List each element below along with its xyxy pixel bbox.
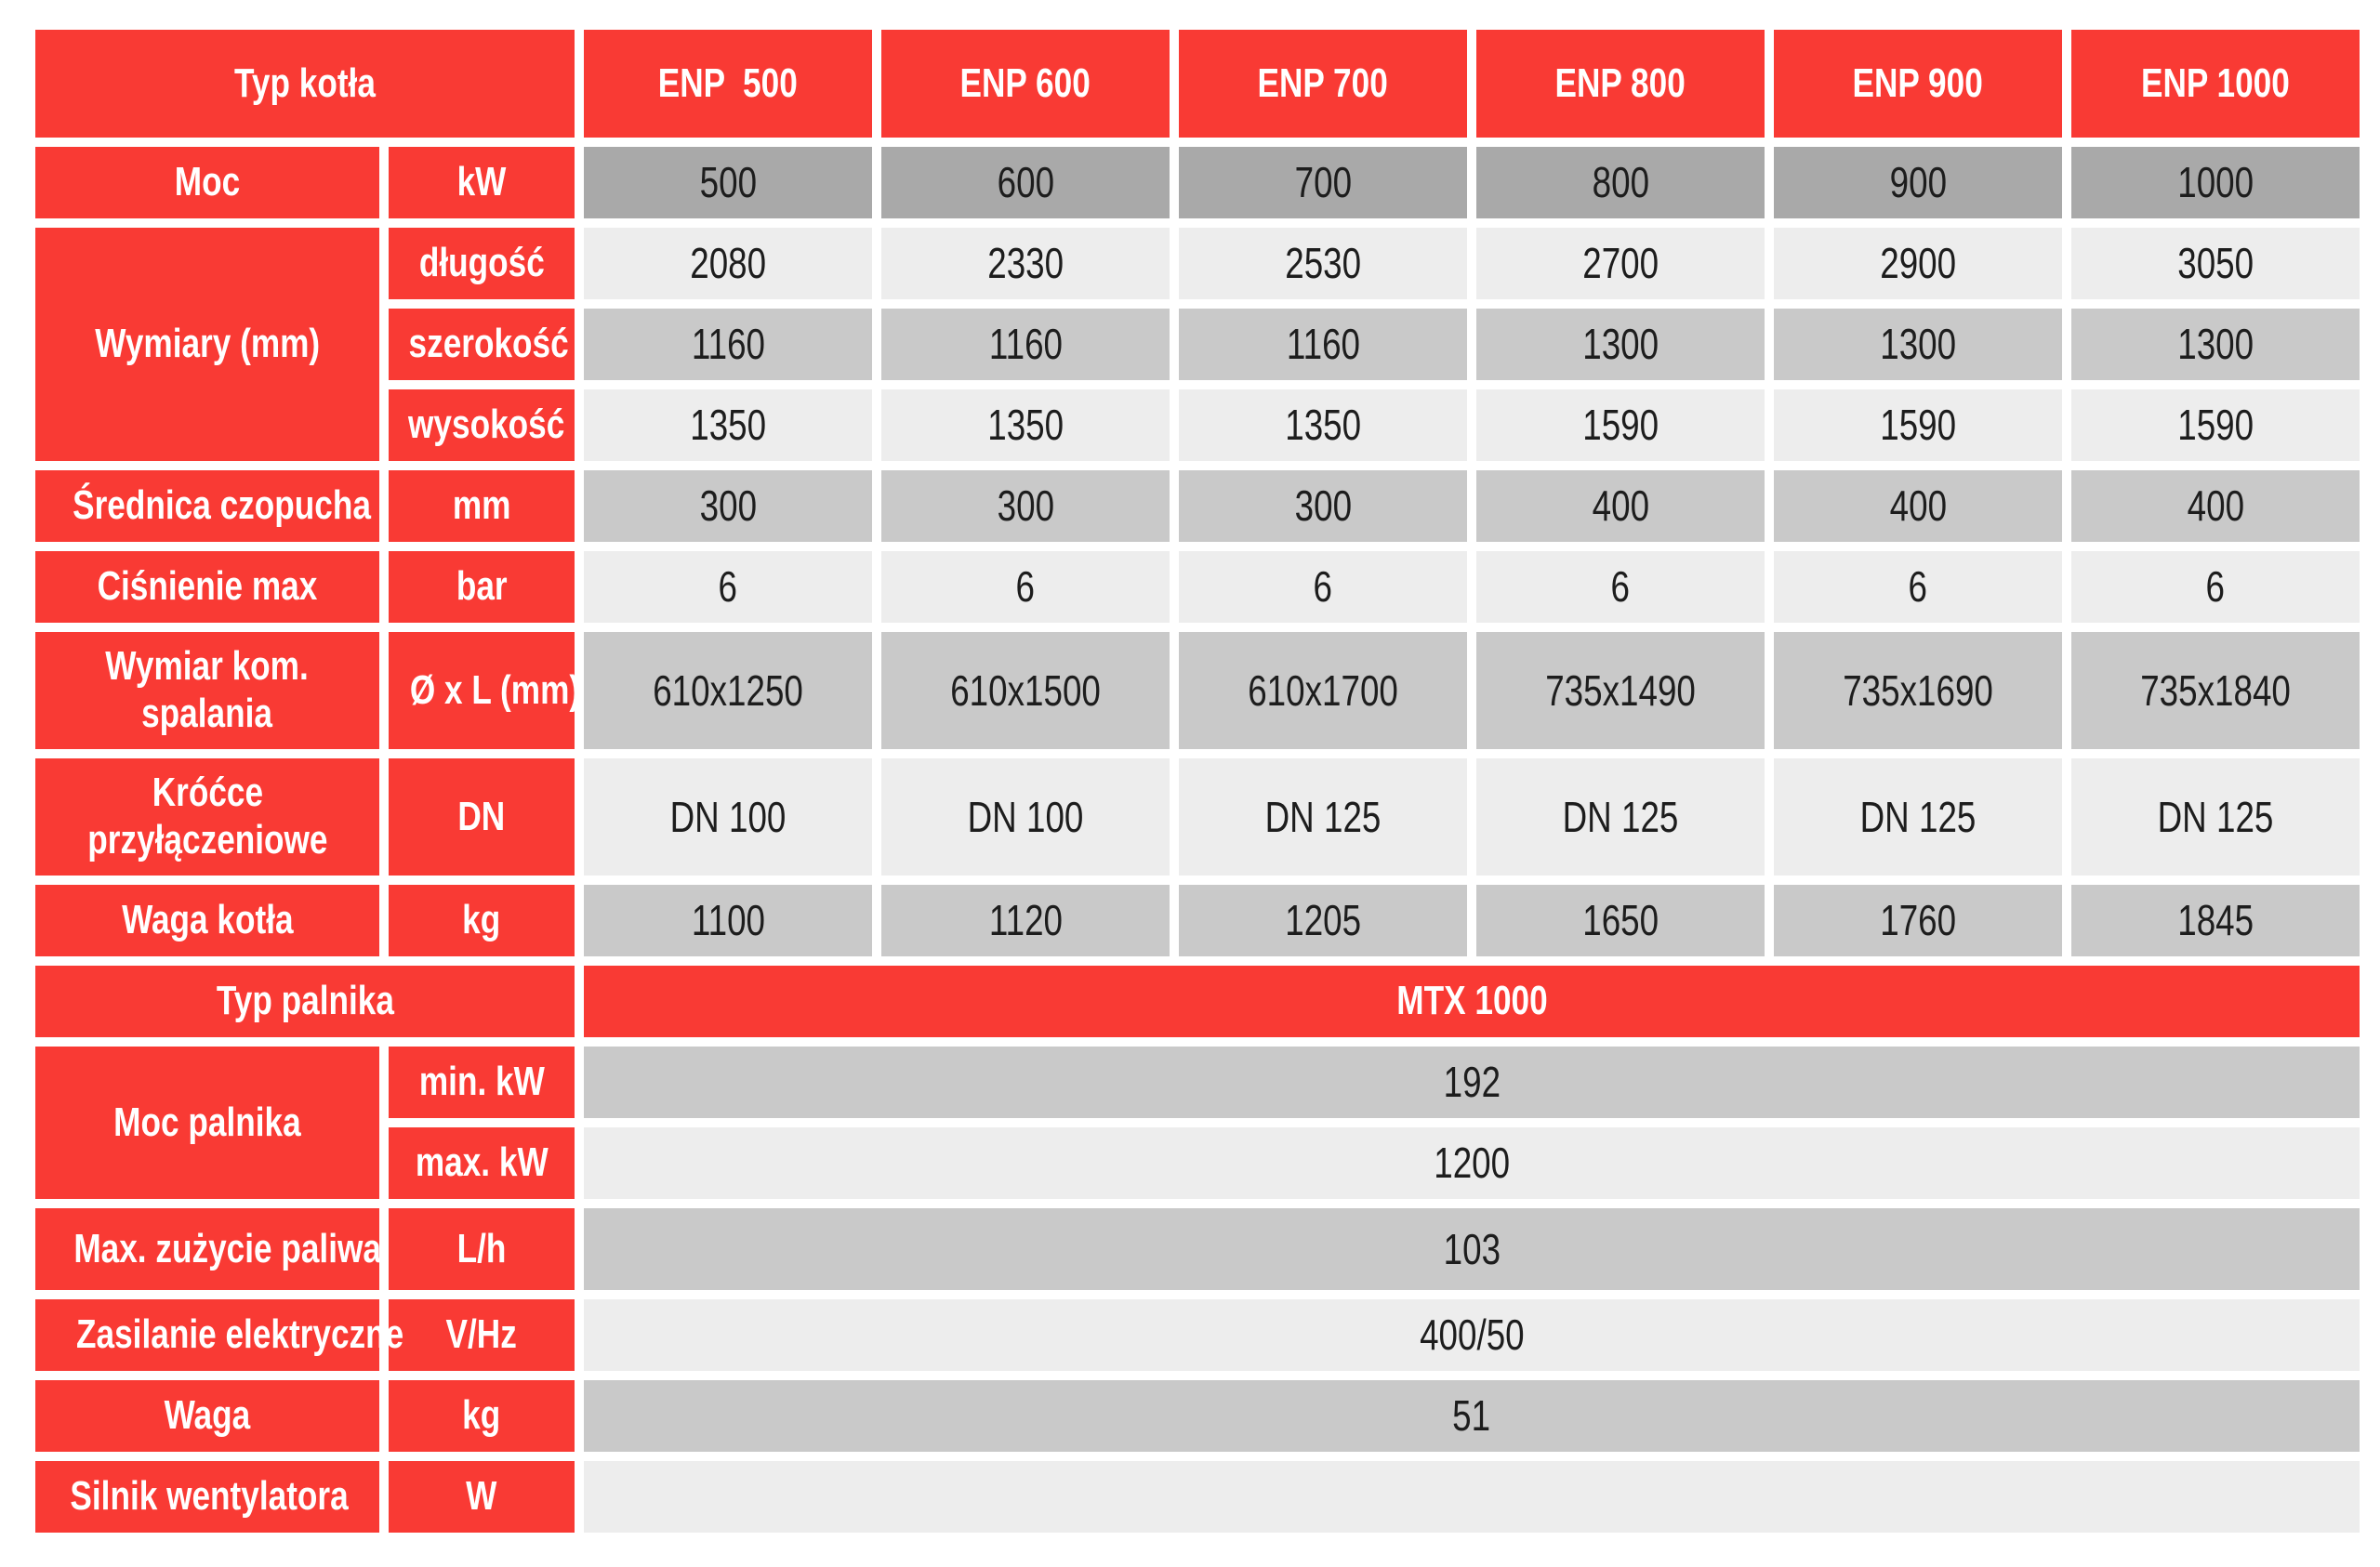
- unit-komora: Ø x L (mm): [389, 632, 575, 749]
- value-srednica-6: 400: [2071, 470, 2360, 542]
- value-szerokosc-4: 1300: [1476, 309, 1765, 380]
- value-cisnienie-4: 6: [1476, 551, 1765, 623]
- label-moc: Moc: [35, 147, 379, 218]
- unit-srednica: mm: [389, 470, 575, 542]
- label-moc-palnika: Moc palnika: [35, 1047, 379, 1199]
- value-komora-3: 610x1700: [1179, 632, 1467, 749]
- header-typ-kotla-label: Typ kotła: [234, 59, 376, 106]
- row-cisnienie: [35, 551, 2360, 623]
- value-krocce-6: DN 125: [2071, 758, 2360, 876]
- value-dlugosc-5: 2900: [1774, 228, 2062, 299]
- value-cisnienie-5: 6: [1774, 551, 2062, 623]
- value-szerokosc-1: 1160: [584, 309, 872, 380]
- value-waga-kotla-6: 1845: [2071, 885, 2360, 956]
- boiler-spec-table: [26, 20, 2369, 1542]
- value-moc-4: 800: [1476, 147, 1765, 218]
- row-wymiary-szerokosc: [35, 309, 2360, 380]
- value-dlugosc-4: 2700: [1476, 228, 1765, 299]
- value-moc-5: 900: [1774, 147, 2062, 218]
- header-typ-kotla: [35, 30, 575, 138]
- label-zuzycie: Max. zużycie paliwa: [35, 1208, 379, 1290]
- row-srednica: [35, 470, 2360, 542]
- value-wysokosc-2: 1350: [881, 389, 1170, 461]
- unit-moc: kW: [389, 147, 575, 218]
- value-waga-kotla-5: 1760: [1774, 885, 2062, 956]
- unit-moc-palnika-max: max. kW: [389, 1127, 575, 1199]
- unit-krocce: DN: [389, 758, 575, 876]
- value-waga-kotla-4: 1650: [1476, 885, 1765, 956]
- unit-wysokosc: wysokość: [389, 389, 575, 461]
- row-waga-kotla: [35, 885, 2360, 956]
- label-komora-line2: spalania: [141, 691, 273, 736]
- value-krocce-2: DN 100: [881, 758, 1170, 876]
- value-moc-3: 700: [1179, 147, 1467, 218]
- row-zasilanie: [35, 1299, 2360, 1371]
- header-row: [35, 30, 2360, 138]
- value-srednica-1: 300: [584, 470, 872, 542]
- label-typ-palnika: Typ palnika: [35, 966, 575, 1037]
- row-komora: [35, 632, 2360, 749]
- row-wymiary-wysokosc: [35, 389, 2360, 461]
- value-dlugosc-3: 2530: [1179, 228, 1467, 299]
- unit-szerokosc: szerokość: [389, 309, 575, 380]
- row-moc-palnika-min: [35, 1047, 2360, 1118]
- value-waga-kotla-3: 1205: [1179, 885, 1467, 956]
- unit-zasilanie: V/Hz: [389, 1299, 575, 1371]
- value-szerokosc-2: 1160: [881, 309, 1170, 380]
- label-krocce-line1: Króćce: [152, 770, 263, 816]
- row-waga: [35, 1380, 2360, 1452]
- row-krocce: [35, 758, 2360, 876]
- value-dlugosc-2: 2330: [881, 228, 1170, 299]
- value-komora-6: 735x1840: [2071, 632, 2360, 749]
- value-komora-5: 735x1690: [1774, 632, 2062, 749]
- unit-silnik: W: [389, 1461, 575, 1533]
- value-wysokosc-1: 1350: [584, 389, 872, 461]
- header-model-enp1000: ENP 1000: [2071, 30, 2360, 138]
- value-szerokosc-6: 1300: [2071, 309, 2360, 380]
- value-srednica-5: 400: [1774, 470, 2062, 542]
- value-szerokosc-5: 1300: [1774, 309, 2062, 380]
- header-model-enp700: ENP 700: [1179, 30, 1467, 138]
- row-zuzycie: [35, 1208, 2360, 1290]
- unit-dlugosc: długość: [389, 228, 575, 299]
- value-srednica-4: 400: [1476, 470, 1765, 542]
- value-zuzycie: 103: [584, 1208, 2360, 1290]
- value-cisnienie-6: 6: [2071, 551, 2360, 623]
- value-cisnienie-1: 6: [584, 551, 872, 623]
- value-krocce-1: DN 100: [584, 758, 872, 876]
- label-srednica: Średnica czopucha: [35, 470, 379, 542]
- value-krocce-5: DN 125: [1774, 758, 2062, 876]
- unit-moc-palnika-min: min. kW: [389, 1047, 575, 1118]
- value-wysokosc-6: 1590: [2071, 389, 2360, 461]
- value-komora-1: 610x1250: [584, 632, 872, 749]
- label-silnik: Silnik wentylatora: [35, 1461, 379, 1533]
- label-komora: [35, 632, 379, 749]
- value-wysokosc-3: 1350: [1179, 389, 1467, 461]
- row-moc: [35, 147, 2360, 218]
- value-cisnienie-3: 6: [1179, 551, 1467, 623]
- label-zasilanie: Zasilanie elektryczne: [35, 1299, 379, 1371]
- label-komora-line1: Wymiar kom.: [105, 643, 310, 690]
- value-silnik: [584, 1461, 2360, 1533]
- value-cisnienie-2: 6: [881, 551, 1170, 623]
- header-model-enp900: ENP 900: [1774, 30, 2062, 138]
- row-silnik: [35, 1461, 2360, 1533]
- value-wysokosc-4: 1590: [1476, 389, 1765, 461]
- value-komora-4: 735x1490: [1476, 632, 1765, 749]
- unit-zuzycie: L/h: [389, 1208, 575, 1290]
- value-krocce-3: DN 125: [1179, 758, 1467, 876]
- value-krocce-4: DN 125: [1476, 758, 1765, 876]
- label-krocce: [35, 758, 379, 876]
- value-dlugosc-6: 3050: [2071, 228, 2360, 299]
- value-waga-kotla-1: 1100: [584, 885, 872, 956]
- value-dlugosc-1: 2080: [584, 228, 872, 299]
- unit-waga: kg: [389, 1380, 575, 1452]
- header-model-enp500: ENP 500: [584, 30, 872, 138]
- value-waga: 51: [584, 1380, 2360, 1452]
- value-wysokosc-5: 1590: [1774, 389, 2062, 461]
- unit-cisnienie: bar: [389, 551, 575, 623]
- label-waga: Waga: [35, 1380, 379, 1452]
- header-model-enp800: ENP 800: [1476, 30, 1765, 138]
- row-moc-palnika-max: [35, 1127, 2360, 1199]
- value-zasilanie: 400/50: [584, 1299, 2360, 1371]
- label-waga-kotla: Waga kotła: [35, 885, 379, 956]
- value-waga-kotla-2: 1120: [881, 885, 1170, 956]
- value-szerokosc-3: 1160: [1179, 309, 1467, 380]
- value-moc-palnika-max: 1200: [584, 1127, 2360, 1199]
- label-cisnienie: Ciśnienie max: [35, 551, 379, 623]
- value-moc-2: 600: [881, 147, 1170, 218]
- row-wymiary-dlugosc: [35, 228, 2360, 299]
- value-moc-6: 1000: [2071, 147, 2360, 218]
- value-srednica-3: 300: [1179, 470, 1467, 542]
- label-krocce-line2: przyłączeniowe: [86, 817, 328, 863]
- value-moc-palnika-min: 192: [584, 1047, 2360, 1118]
- value-moc-1: 500: [584, 147, 872, 218]
- label-wymiary: Wymiary (mm): [35, 228, 379, 461]
- row-typ-palnika: [35, 966, 2360, 1037]
- value-typ-palnika: MTX 1000: [584, 966, 2360, 1037]
- unit-waga-kotla: kg: [389, 885, 575, 956]
- value-komora-2: 610x1500: [881, 632, 1170, 749]
- header-model-enp600: ENP 600: [881, 30, 1170, 138]
- value-srednica-2: 300: [881, 470, 1170, 542]
